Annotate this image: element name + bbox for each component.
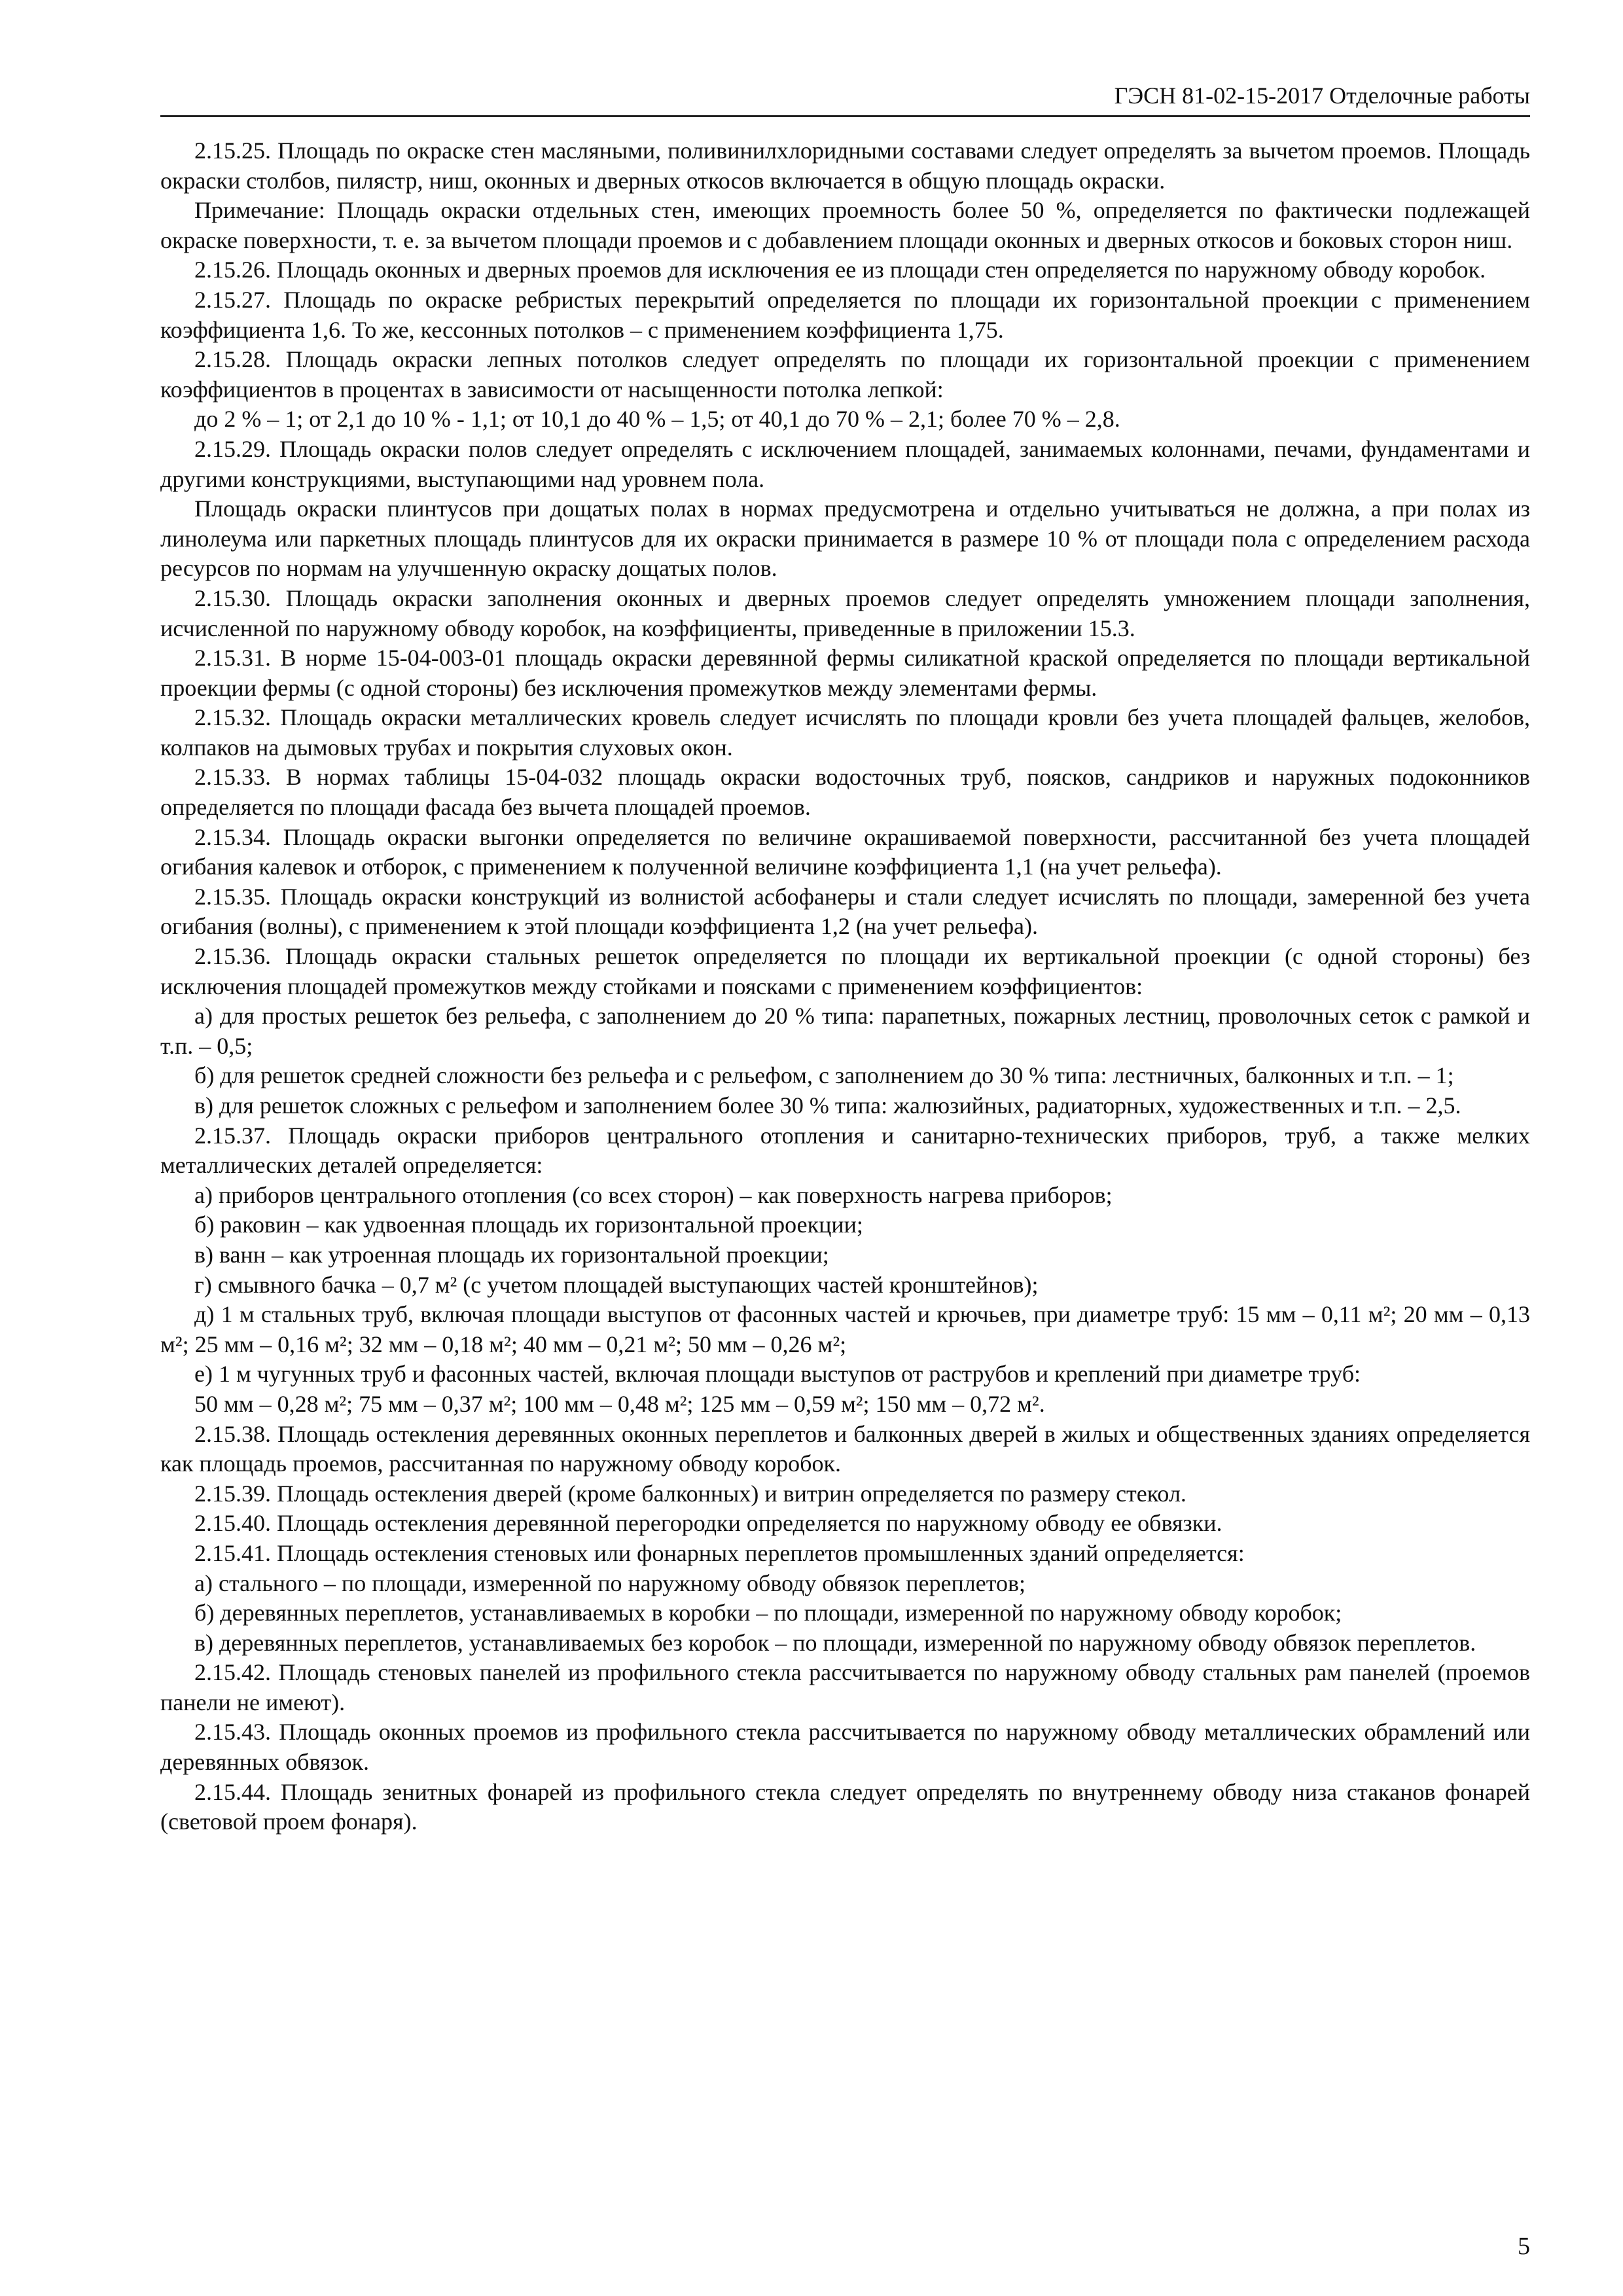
paragraph-2-15-31: 2.15.31. В норме 15-04-003-01 площадь окраски деревянной фермы силикатной краской определяется по площади вертикальной проекции фермы (с одной стороны) без исключения промежутков между элементами фермы. bbox=[160, 645, 1530, 701]
paragraph-2-15-26: 2.15.26. Площадь оконных и дверных проемов для исключения ее из площади стен определяется по наружному обводу коробок. bbox=[194, 257, 1486, 283]
paragraph-2-15-35: 2.15.35. Площадь окраски конструкций из волнистой асбофанеры и стали следует исчислять по площади, замеренной без учета огибания (волны), с применением к этой площади коэффициента 1,2 (на учет рельефа). bbox=[160, 883, 1530, 940]
paragraph-2-15-41: 2.15.41. Площадь остекления стеновых или фонарных переплетов промышленных зданий определяется: bbox=[194, 1539, 1245, 1566]
paragraph-2-15-34: 2.15.34. Площадь окраски выгонки определяется по величине окрашиваемой поверхности, рассчитанной без учета площадей огибания калевок и отборок, с применением к полученной величине коэффициента 1,1 (на учет рельефа). bbox=[160, 823, 1530, 880]
running-header: ГЭСН 81-02-15-2017 Отделочные работы bbox=[160, 77, 1530, 117]
paragraph-2-15-25: 2.15.25. Площадь по окраске стен масляными, поливинилхлоридными составами следует определять за вычетом проемов. Площадь окраски столбов, пилястр, ниш, оконных и дверных откосов включается в общую площадь окраски. bbox=[160, 137, 1530, 194]
list-item-d: д) 1 м стальных труб, включая площади выступов от фасонных частей и крючьев, при диаметре труб: 15 мм – 0,11 м²; 20 мм – 0,13 м²; 25 мм – 0,16 м²; 32 мм – 0,18 м²; 40 мм – 0,21 м²; 50 мм – 0,26 м²; bbox=[160, 1301, 1530, 1357]
paragraph-2-15-44: 2.15.44. Площадь зенитных фонарей из профильного стекла следует определять по внутреннему обводу низа стаканов фонарей (световой проем фонаря). bbox=[160, 1778, 1530, 1835]
list-item-b: б) деревянных переплетов, устанавливаемых в коробки – по площади, измеренной по наружному обводу коробок; bbox=[194, 1600, 1342, 1626]
list-item-e: е) 1 м чугунных труб и фасонных частей, включая площади выступов от раструбов и креплений при диаметре труб: bbox=[194, 1361, 1361, 1388]
list-item-a: а) приборов центрального отопления (со всех сторон) – как поверхность нагрева приборов; bbox=[194, 1181, 1113, 1208]
paragraph-2-15-42: 2.15.42. Площадь стеновых панелей из профильного стекла рассчитывается по наружному обводу стальных рам панелей (проемов панели не имеют). bbox=[160, 1659, 1530, 1715]
paragraph-2-15-37: 2.15.37. Площадь окраски приборов центрального отопления и санитарно-технических приборов, труб, а также мелких металлических деталей определяется: bbox=[160, 1122, 1530, 1179]
list-item-b: б) раковин – как удвоенная площадь их горизонтальной проекции; bbox=[194, 1211, 863, 1238]
paragraph-2-15-36: 2.15.36. Площадь окраски стальных решеток определяется по площади их вертикальной проекции (с одной стороны) без исключения площадей промежутков между стойками и поясками с применением коэффициентов: bbox=[160, 943, 1530, 999]
page-number: 5 bbox=[1518, 2233, 1530, 2260]
pipe-values-list: 50 мм – 0,28 м²; 75 мм – 0,37 м²; 100 мм – 0,48 м²; 125 мм – 0,59 м²; 150 мм – 0,72 м². bbox=[194, 1390, 1045, 1417]
coefficient-list: до 2 % – 1; от 2,1 до 10 % - 1,1; от 10,1 до 40 % – 1,5; от 40,1 до 70 % – 2,1; более 70 % – 2,8. bbox=[194, 406, 1120, 433]
paragraph-2-15-28: 2.15.28. Площадь окраски лепных потолков следует определять по площади их горизонтальной проекции с применением коэффициентов в процентах в зависимости от насыщенности потолка лепкой: bbox=[160, 346, 1530, 403]
paragraph-2-15-27: 2.15.27. Площадь по окраске ребристых перекрытий определяется по площади их горизонтальной проекции с применением коэффициента 1,6. То же, кессонных потолков – с применением коэффициента 1,75. bbox=[160, 286, 1530, 343]
paragraph-2-15-43: 2.15.43. Площадь оконных проемов из профильного стекла рассчитывается по наружному обводу металлических обрамлений или деревянных обвязок. bbox=[160, 1719, 1530, 1776]
paragraph-note: Примечание: Площадь окраски отдельных стен, имеющих проемность более 50 %, определяется по фактически подлежащей окраске поверхности, т. е. за вычетом площади проемов и с добавлением площади оконных и дверных откосов и боковых сторон ниш. bbox=[160, 197, 1530, 253]
body-text bbox=[160, 136, 1530, 1837]
paragraph-2-15-38: 2.15.38. Площадь остекления деревянных оконных переплетов и балконных дверей в жилых и общественных зданиях определяется как площадь проемов, рассчитанная по наружному обводу коробок. bbox=[160, 1420, 1530, 1477]
list-item-v: в) ванн – как утроенная площадь их горизонтальной проекции; bbox=[194, 1241, 829, 1268]
paragraph-2-15-32: 2.15.32. Площадь окраски металлических кровель следует исчислять по площади кровли без учета площадей фальцев, желобов, колпаков на дымовых трубах и покрытия слуховых окон. bbox=[160, 704, 1530, 761]
list-item-a: а) для простых решеток без рельефа, с заполнением до 20 % типа: парапетных, пожарных лестниц, проволочных сеток с рамкой и т.п. – 0,5; bbox=[160, 1003, 1530, 1059]
paragraph-2-15-39: 2.15.39. Площадь остекления дверей (кроме балконных) и витрин определяется по размеру стекол. bbox=[194, 1480, 1186, 1507]
paragraph-2-15-33: 2.15.33. В нормах таблицы 15-04-032 площадь окраски водосточных труб, поясков, сандриков и наружных подоконников определяется по площади фасада без вычета площадей проемов. bbox=[160, 764, 1530, 821]
list-item-v: в) деревянных переплетов, устанавливаемых без коробок – по площади, измеренной по наружному обводу обвязок переплетов. bbox=[194, 1629, 1476, 1656]
list-item-a: а) стального – по площади, измеренной по наружному обводу обвязок переплетов; bbox=[194, 1570, 1026, 1596]
paragraph-2-15-40: 2.15.40. Площадь остекления деревянной перегородки определяется по наружному обводу ее обвязки. bbox=[194, 1510, 1222, 1537]
list-item-v: в) для решеток сложных с рельефом и заполнением более 30 % типа: жалюзийных, радиаторных, художественных и т.п. – 2,5. bbox=[194, 1092, 1461, 1119]
paragraph-2-15-29: 2.15.29. Площадь окраски полов следует определять с исключением площадей, занимаемых колоннами, печами, фундаментами и другими конструкциями, выступающими над уровнем пола. bbox=[160, 435, 1530, 492]
list-item-b: б) для решеток средней сложности без рельефа и с рельефом, с заполнением до 30 % типа: лестничных, балконных и т.п. – 1; bbox=[194, 1062, 1454, 1089]
paragraph-plinths: Площадь окраски плинтусов при дощатых полах в нормах предусмотрена и отдельно учитываться не должна, а при полах из линолеума или паркетных площадь плинтусов для их окраски принимается в размере 10 % от площади пола с определением расхода ресурсов по нормам на улучшенную окраску дощатых полов. bbox=[160, 495, 1530, 582]
list-item-g: г) смывного бачка – 0,7 м² (с учетом площадей выступающих частей кронштейнов); bbox=[194, 1271, 1039, 1298]
paragraph-2-15-30: 2.15.30. Площадь окраски заполнения оконных и дверных проемов следует определять умножением площади заполнения, исчисленной по наружному обводу коробок, на коэффициенты, приведенные в приложении 15.3. bbox=[160, 584, 1530, 641]
